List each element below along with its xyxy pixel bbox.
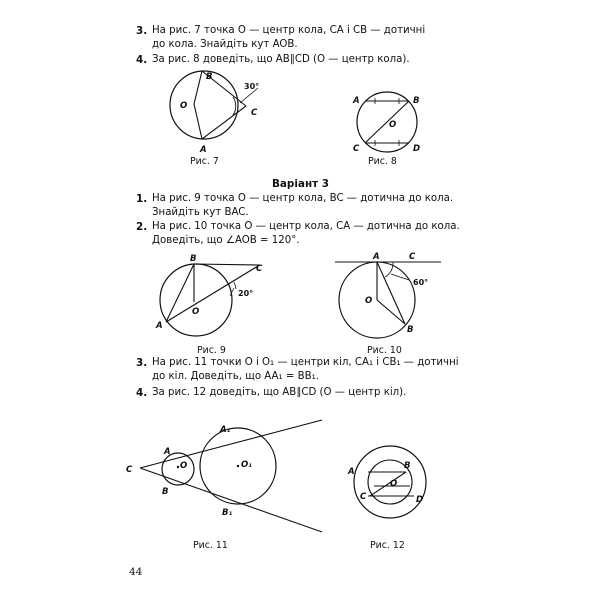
problem-v3-3-number: 3. [136, 357, 148, 369]
variant-heading: Варіант 3 [272, 178, 329, 190]
fig12-label-C: C [360, 492, 367, 502]
fig11-label-O: O [180, 461, 188, 471]
problem-3-line2: до кола. Знайдіть кут AOB. [152, 39, 298, 50]
problem-3-line1: На рис. 7 точка O — центр кола, CA і CB — дотичні [152, 25, 426, 36]
fig8-label-D: D [413, 144, 421, 154]
page-number: 44 [129, 566, 143, 578]
fig8-caption: Рис. 8 [368, 156, 397, 167]
problem-v3-1-line1: На рис. 9 точка O — центр кола, BC — дотична до кола. [152, 193, 454, 204]
problem-v3-3-line2: до кіл. Доведіть, що AA₁ = BB₁. [152, 371, 319, 382]
figure-9 [150, 252, 270, 342]
fig7-label-C: C [251, 108, 258, 118]
fig11-label-B1: B₁ [222, 508, 233, 518]
fig9-caption: Рис. 9 [197, 345, 226, 356]
fig12-label-B: B [404, 461, 411, 471]
fig12-caption: Рис. 12 [370, 540, 405, 551]
problem-3-number: 3. [136, 25, 148, 37]
problem-v3-1-line2: Знайдіть кут BAC. [152, 207, 249, 218]
fig9-angle-20: 20° [238, 289, 254, 298]
fig11-label-B: B [162, 487, 169, 497]
problem-v3-4-line1: За рис. 12 доведіть, що AB∥CD (O — центр кіл). [152, 387, 407, 398]
fig8-label-C: C [353, 144, 360, 154]
problem-v3-3-line1: На рис. 11 точки O і O₁ — центри кіл, CA₁ і CB₁ — дотичні [152, 357, 459, 368]
figure-10 [325, 250, 445, 342]
problem-v3-2-number: 2. [136, 221, 148, 233]
problem-v3-2-line2: Доведіть, що ∠AOB = 120°. [152, 235, 300, 246]
problem-v3-1-number: 1. [136, 193, 148, 205]
fig11-caption: Рис. 11 [193, 540, 228, 551]
fig10-label-O: O [365, 296, 373, 306]
fig11-label-A1: A₁ [220, 425, 231, 435]
fig10-label-A: A [373, 252, 380, 262]
fig7-caption: Рис. 7 [190, 156, 219, 167]
fig10-label-B: B [407, 325, 414, 335]
problem-4-line1: За рис. 8 доведіть, що AB∥CD (O — центр кола). [152, 54, 410, 65]
figure-7 [140, 66, 280, 162]
fig11-label-C: C [126, 465, 133, 475]
figure-11 [120, 418, 325, 536]
fig9-label-O: O [192, 307, 200, 317]
figure-12 [340, 438, 440, 528]
fig7-label-O: O [180, 101, 188, 111]
problem-v3-4-number: 4. [136, 387, 148, 399]
problem-v3-2-line1: На рис. 10 точка O — центр кола, CA — дотична до кола. [152, 221, 460, 232]
fig12-label-O: O [390, 479, 398, 489]
fig12-label-A: A [348, 467, 355, 477]
fig7-angle-30: 30° [244, 82, 260, 91]
figure-8 [345, 85, 435, 155]
fig10-caption: Рис. 10 [367, 345, 402, 356]
fig7-label-A: A [200, 145, 207, 155]
fig10-label-C: C [409, 252, 416, 262]
fig11-label-O1: O₁ [241, 460, 252, 470]
fig10-angle-60: 60° [413, 278, 429, 287]
fig11-label-A: A [164, 447, 171, 457]
problem-4-number: 4. [136, 54, 148, 66]
fig8-label-A: A [353, 96, 360, 106]
fig9-label-B: B [190, 254, 197, 264]
fig9-label-C: C [256, 264, 263, 274]
fig7-label-B: B [206, 72, 213, 82]
fig8-label-B: B [413, 96, 420, 106]
fig9-label-A: A [156, 321, 163, 331]
fig12-label-D: D [416, 495, 424, 505]
fig8-label-O: O [389, 120, 397, 130]
